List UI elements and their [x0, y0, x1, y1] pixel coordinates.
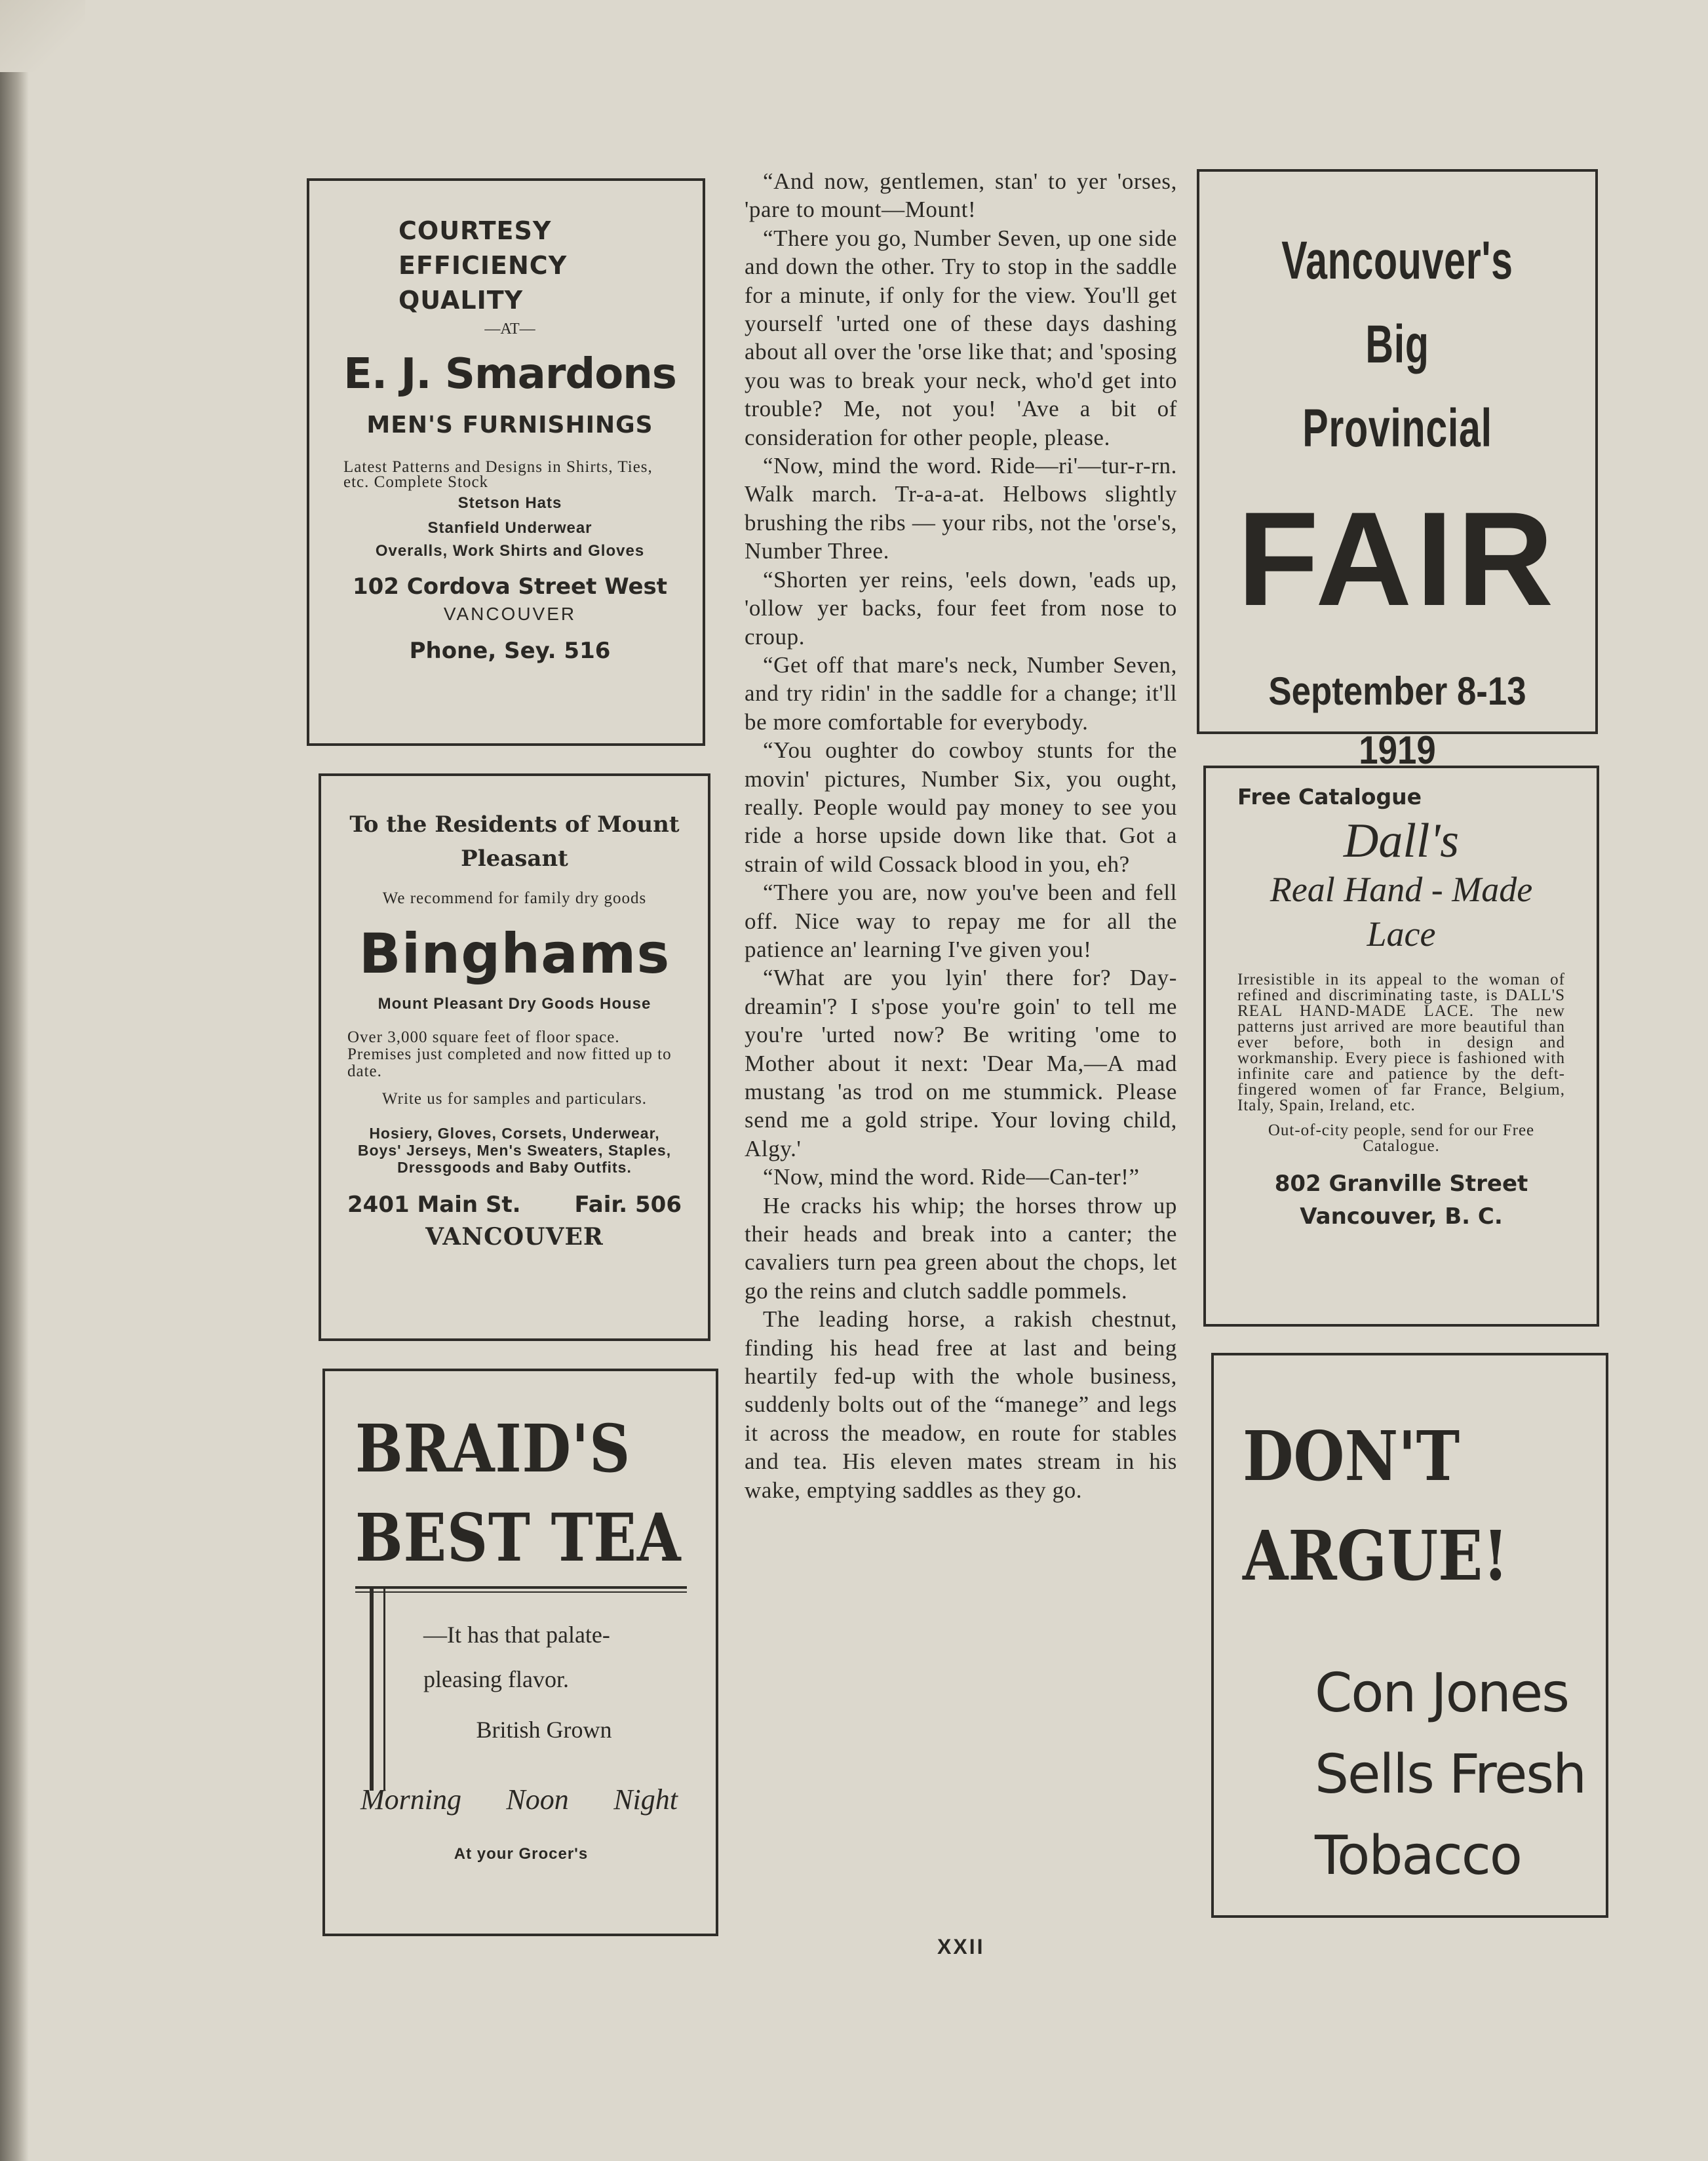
times-row	[355, 1783, 687, 1816]
page-binding-edge	[0, 0, 29, 2161]
article-paragraph: “There you are, now you've been and fell off. Nice way to repay me for all the patience an' learning I've given you!	[745, 880, 1177, 962]
vertical-bars	[370, 1586, 385, 1791]
samples: Write us for samples and particulars.	[382, 1090, 647, 1108]
article-paragraph: “And now, gentlemen, stan' to yer 'orses, 'pare to mount—Mount!	[745, 168, 1177, 223]
city: VANCOUVER	[425, 1223, 604, 1251]
brand-line1: BRAID'S	[355, 1410, 631, 1487]
article-paragraph: The leading horse, a rakish chestnut, finding his head free at last and being heartily fed-up with the whole business, suddenly bolts out of the “manege” and legs it across the meadow, en route for stables and tea. His eleven mates stream in his wake, emptying saddles as they go.	[745, 1306, 1177, 1503]
origin: British Grown	[476, 1717, 612, 1743]
availability: At your Grocer's	[454, 1845, 589, 1863]
event-name: FAIR	[1237, 484, 1558, 634]
article-paragraph: “You oughter do cowboy stunts for the movin' pictures, Number Six, you ought, really. People would pay money to see you ride a horse upside down like that. Got a strain of wild Cossack blood in you, eh?	[745, 737, 1177, 877]
recommendation: We recommend for family dry goods	[382, 889, 647, 907]
item-overalls: Overalls, Work Shirts and Gloves	[375, 542, 645, 560]
body-line2: Sells Fresh	[1315, 1743, 1586, 1806]
intro: To the Residents of Mount Pleasant	[349, 811, 680, 872]
address-row	[347, 1192, 682, 1218]
phone: Fair. 506	[574, 1192, 682, 1218]
headline-line1: DON'T	[1243, 1416, 1460, 1496]
description: Latest Patterns and Designs in Shirts, Ties, etc. Complete Stock	[343, 458, 653, 491]
slogan-efficiency: EFFICIENCY	[398, 251, 568, 280]
article-paragraph: “Get off that mare's neck, Number Seven, and try ridin' in the saddle for a change; it'll be more comfortable for everybody.	[745, 652, 1177, 735]
store-type: Mount Pleasant Dry Goods House	[378, 995, 651, 1013]
goods-list: Hosiery, Gloves, Corsets, Underwear, Boys' Jerseys, Men's Sweaters, Staples, Dressgoods and Baby Outfits.	[357, 1125, 672, 1176]
time-morning: Morning	[360, 1783, 461, 1816]
department: MEN'S FURNISHINGS	[366, 412, 653, 438]
article-column	[745, 167, 1177, 1504]
time-night: Night	[613, 1783, 678, 1816]
article-paragraph: “Shorten yer reins, 'eels down, 'eads up, 'ollow yer backs, four feet from nose to croup.	[745, 566, 1177, 650]
address: 802 Granville Street	[1274, 1171, 1528, 1197]
free-catalogue: Free Catalogue	[1237, 784, 1422, 809]
dalls-lace-advertisement	[1203, 766, 1599, 1327]
time-noon: Noon	[506, 1783, 569, 1816]
page-number: XXII	[937, 1935, 985, 1958]
city: Vancouver, B. C.	[1300, 1203, 1503, 1230]
body-line3: Tobacco	[1315, 1825, 1521, 1887]
item-stetson: Stetson Hats	[457, 494, 562, 512]
tagline-line2: pleasing flavor.	[423, 1666, 569, 1692]
slogan-courtesy: COURTESY	[398, 216, 552, 245]
conjones-advertisement	[1211, 1353, 1608, 1918]
brand-line2: BEST TEA	[355, 1499, 682, 1576]
body-line1: Con Jones	[1315, 1662, 1568, 1724]
title-line1: Vancouver's Big	[1281, 231, 1513, 374]
article-paragraph: He cracks his whip; the horses throw up their heads and break into a canter; the cavaliers turn pea green about the chops, let go the reins and clutch saddle pommels.	[745, 1192, 1177, 1304]
item-stanfield: Stanfield Underwear	[427, 519, 592, 537]
store-name: E. J. Smardons	[343, 350, 676, 399]
brand: Dall's	[1343, 814, 1460, 868]
event-year: 1919	[1359, 728, 1436, 772]
page-corner-shade	[0, 0, 85, 72]
braids-tea-advertisement	[322, 1369, 718, 1936]
phone: Phone, Sey. 516	[409, 638, 611, 664]
address: 102 Cordova Street West	[352, 574, 668, 600]
at-separator: —AT—	[484, 321, 535, 338]
body-text	[1315, 1653, 1593, 1897]
floor-space: Over 3,000 square feet of floor space. Premises just completed and now fitted up to date.	[347, 1028, 672, 1080]
description: Irresistible in its appeal to the woman of refined and discriminating taste, is DALL'S REAL HAND-MADE LACE. The new patterns just arrived are more beautiful than ever before, both in design and workmanship. Every piece is fashioned with infinite care and patience by the deft-fingered women of far France, Belgium, Italy, Spain, Ireland, etc.	[1237, 971, 1565, 1114]
out-of-city-note: Out-of-city people, send for our Free Catalogue.	[1268, 1121, 1535, 1155]
double-rule	[355, 1586, 687, 1593]
article-paragraph: “What are you lyin' there for? Day-dreamin'? I s'pose you're goin' to tell me you're 'urted now? Be writing 'ome to Mother about it next: 'Dear Ma,—A mad mustang 'as trod on me stummick. Please send me a gold stripe. Your loving child, Algy.'	[745, 965, 1177, 1161]
binghams-advertisement	[319, 773, 710, 1341]
headline-line2: ARGUE!	[1243, 1515, 1509, 1596]
product-line2: Lace	[1367, 914, 1436, 954]
event-dates: September 8-13	[1268, 669, 1526, 713]
product-line1: Real Hand - Made	[1270, 870, 1533, 909]
fair-advertisement	[1197, 169, 1598, 772]
city: VANCOUVER	[443, 604, 577, 624]
smardons-advertisement	[307, 178, 705, 746]
address: 2401 Main St.	[347, 1192, 521, 1218]
title-line2: Provincial	[1302, 399, 1492, 458]
slogan-quality: QUALITY	[398, 286, 524, 315]
tagline-line1: —It has that palate-	[423, 1622, 610, 1648]
article-paragraph: “Now, mind the word. Ride—Can-ter!”	[763, 1164, 1140, 1190]
store-name: Binghams	[359, 922, 670, 986]
article-paragraph: “Now, mind the word. Ride—ri'—tur-r-rn. Walk march. Tr-a-a-at. Helbows slightly brushing the ribs — your ribs, not the 'orse's, Number Three.	[745, 453, 1177, 564]
article-paragraph: “There you go, Number Seven, up one side and down the other. Try to stop in the saddle for a minute, if only for the view. You'll get yourself 'urted one of these days dashing about all over the 'orse like that; and 'sposing you was to break your neck, who'd get into trouble? Me, not you! 'Ave a bit of consideration for other people, please.	[745, 225, 1177, 450]
